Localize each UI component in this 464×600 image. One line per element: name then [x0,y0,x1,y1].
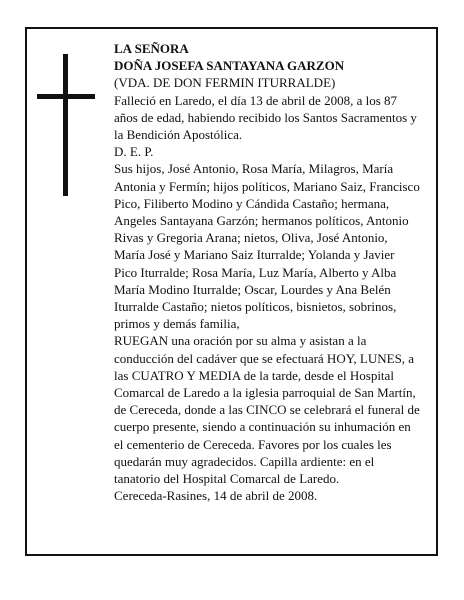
cross-horizontal-bar [37,94,95,99]
deceased-name: DOÑA JOSEFA SANTAYANA GARZON [114,58,345,74]
obituary-text [114,40,420,504]
death-notice: Falleció en Laredo, el día 13 de abril de 2008, a los 87 años de edad, habiendo recibido los Santos Sacramentos y la Bendición Apostólica. [114,92,417,143]
latin-cross-icon [37,54,95,196]
request-text: RUEGAN una oración por su alma y asistan a la conducción del cadáver que se efectuará HOY, LUNES, a las CUATRO Y MEDIA de la tarde, desde el Hospital Comarcal de Laredo a la iglesia parroquial de San Martín, de Cereceda, donde a las CINCO se celebrará el funeral de cuerpo presente, siendo a continuación su inhumación en el cementerio de Cereceda. Favores por los cuales les quedarán muy agradecidos. Capilla ardiente: en el tanatorio del Hospital Comarcal de Laredo. [114,333,420,487]
cross-vertical-bar [63,54,68,196]
rip: D. E. P. [114,144,154,160]
title-line: LA SEÑORA [114,41,189,56]
place-date: Cereceda-Rasines, 14 de abril de 2008. [114,488,318,504]
widow-of: (VDA. DE DON FERMIN ITURRALDE) [114,75,336,91]
family-list: Sus hijos, José Antonio, Rosa María, Milagros, María Antonia y Fermín; hijos políticos, Mariano Saiz, Francisco Pico, Filiberto Modino y Cándida Castaño; hermana, Angeles Santayana Garzón; hermanos políticos, Antonio Rivas y Gregoria Arana; nietos, Oliva, José Antonio, María José y Mariano Saiz Iturralde; Yolanda y Javier Pico Iturralde; Rosa María, Luz María, Alberto y Alba María Modino Iturralde; Oscar, Lourdes y Ana Belén Iturralde Castaño; nietos políticos, bisnietos, sobrinos, primos y demás familia, [114,161,420,332]
